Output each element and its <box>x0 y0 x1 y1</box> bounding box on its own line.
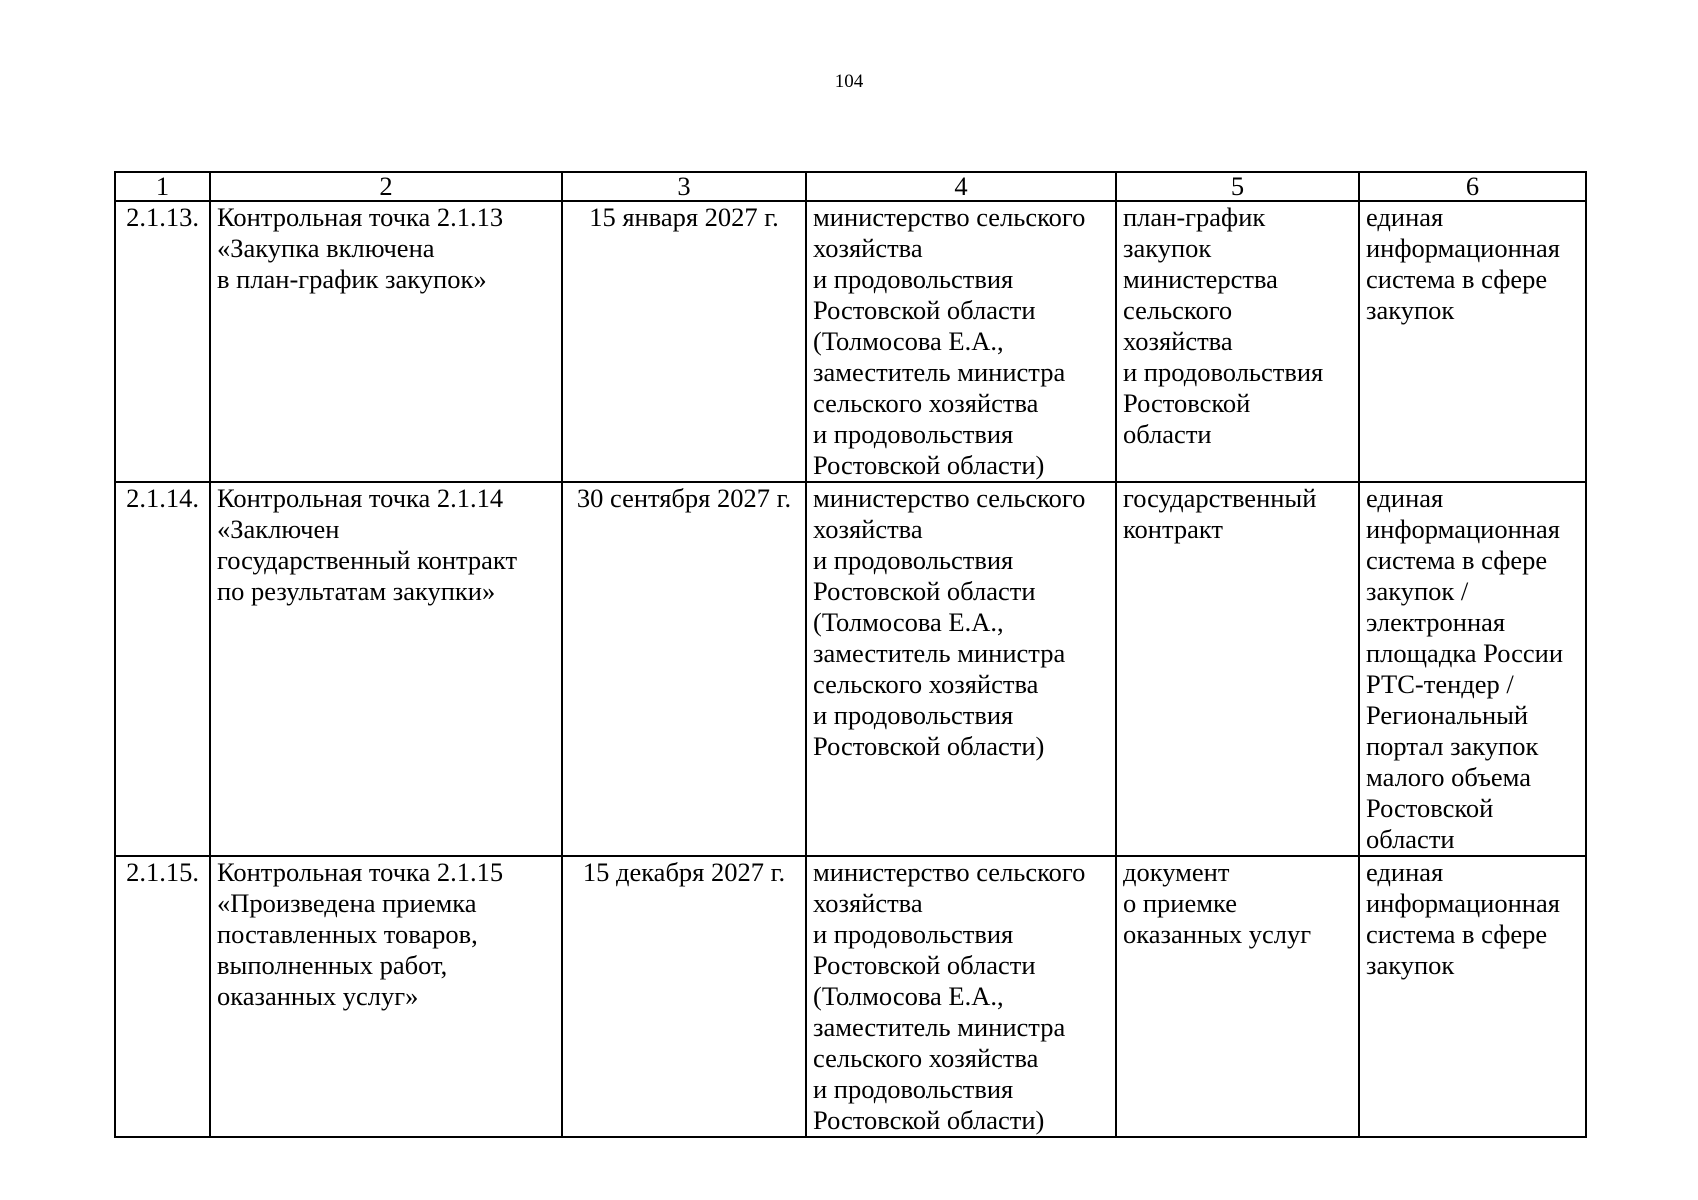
row-description: Контрольная точка 2.1.15 «Произведена приемка поставленных товаров, выполненных работ, оказанных услуг» <box>210 856 562 1137</box>
column-header-2: 2 <box>210 172 562 201</box>
table-row <box>115 201 1586 482</box>
row-responsible: министерство сельского хозяйства и продовольствия Ростовской области (Толмосова Е.А., заместитель министра сельского хозяйства и продовольствия Ростовской области) <box>806 201 1116 482</box>
column-header-3: 3 <box>562 172 806 201</box>
row-number: 2.1.15. <box>115 856 210 1137</box>
page-number: 104 <box>834 71 864 92</box>
row-number: 2.1.14. <box>115 482 210 856</box>
row-responsible: министерство сельского хозяйства и продовольствия Ростовской области (Толмосова Е.А., заместитель министра сельского хозяйства и продовольствия Ростовской области) <box>806 856 1116 1137</box>
row-system: единая информационная система в сфере закупок <box>1359 201 1586 482</box>
table-row <box>115 856 1586 1137</box>
row-date: 15 декабря 2027 г. <box>562 856 806 1137</box>
control-points-table <box>114 171 1587 1138</box>
row-system: единая информационная система в сфере закупок / электронная площадка России РТС-тендер / Региональный портал закупок малого объема Ростовской области <box>1359 482 1586 856</box>
row-responsible: министерство сельского хозяйства и продовольствия Ростовской области (Толмосова Е.А., заместитель министра сельского хозяйства и продовольствия Ростовской области) <box>806 482 1116 856</box>
row-document: план-график закупок министерства сельского хозяйства и продовольствия Ростовской области <box>1116 201 1359 482</box>
row-number: 2.1.13. <box>115 201 210 482</box>
column-header-1: 1 <box>115 172 210 201</box>
row-document: государственный контракт <box>1116 482 1359 856</box>
column-header-4: 4 <box>806 172 1116 201</box>
table-header-row <box>115 172 1586 201</box>
column-header-6: 6 <box>1359 172 1586 201</box>
row-date: 30 сентября 2027 г. <box>562 482 806 856</box>
row-date: 15 января 2027 г. <box>562 201 806 482</box>
column-header-5: 5 <box>1116 172 1359 201</box>
row-document: документ о приемке оказанных услуг <box>1116 856 1359 1137</box>
row-description: Контрольная точка 2.1.14 «Заключен государственный контракт по результатам закупки» <box>210 482 562 856</box>
row-description: Контрольная точка 2.1.13 «Закупка включена в план-график закупок» <box>210 201 562 482</box>
row-system: единая информационная система в сфере закупок <box>1359 856 1586 1137</box>
table-row <box>115 482 1586 856</box>
